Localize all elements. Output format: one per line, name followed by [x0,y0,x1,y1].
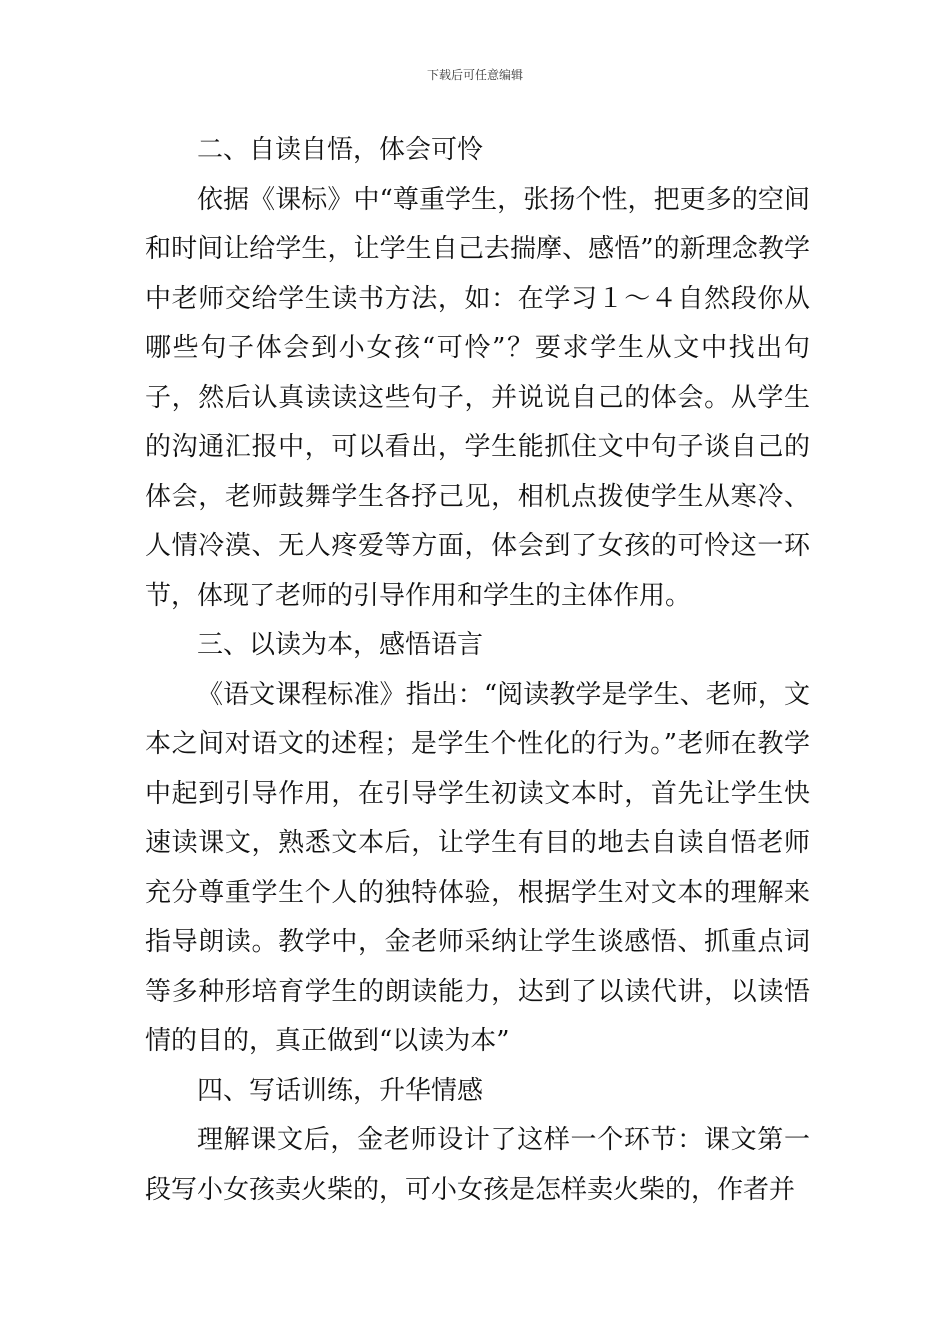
document-body [145,126,810,1215]
section-heading-3: 三、以读为本，感悟语言 [197,630,484,660]
paragraph: 依据《课标》中“尊重学生，张扬个性，把更多的空间和时间让给学生，让学生自己去揣摩、感悟”的新理念教学中老师交给学生读书方法，如：在学习１～４自然段你从哪些句子体会到小女孩“可怜”？要求学生从文中找出句子，然后认真读读这些句子，并说说自己的体会。从学生的沟通汇报中，可以看出，学生能抓住文中句子谈自己的体会，老师鼓舞学生各抒己见，相机点拨使学生从寒冷、人情冷漠、无人疼爱等方面，体会到了女孩的可怜这一环节，体现了老师的引导作用和学生的主体作用。 [145,184,810,611]
paragraph: 《语文课程标准》指出：“阅读教学是学生、老师，文本之间对语文的述程；是学生个性化的行为。”老师在教学中起到引导作用，在引导学生初读文本时，首先让学生快速读课文，熟悉文本后，让学生有目的地去自读自悟老师充分尊重学生个人的独特体验，根据学生对文本的理解来指导朗读。教学中，金老师采纳让学生谈感悟、抓重点词等多种形培育学生的朗读能力，达到了以读代讲，以读悟情的目的，真正做到“以读为本” [145,679,810,1056]
page-header: 下载后可任意编辑 [426,68,523,82]
section-heading-2: 二、自读自悟，体会可怜 [197,135,484,165]
section-heading-4: 四、写话训练，升华情感 [197,1075,484,1106]
paragraph: 理解课文后，金老师设计了这样一个环节：课文第一段写小女孩卖火柴的，可小女孩是怎样卖火柴的，作者并 [145,1125,810,1205]
